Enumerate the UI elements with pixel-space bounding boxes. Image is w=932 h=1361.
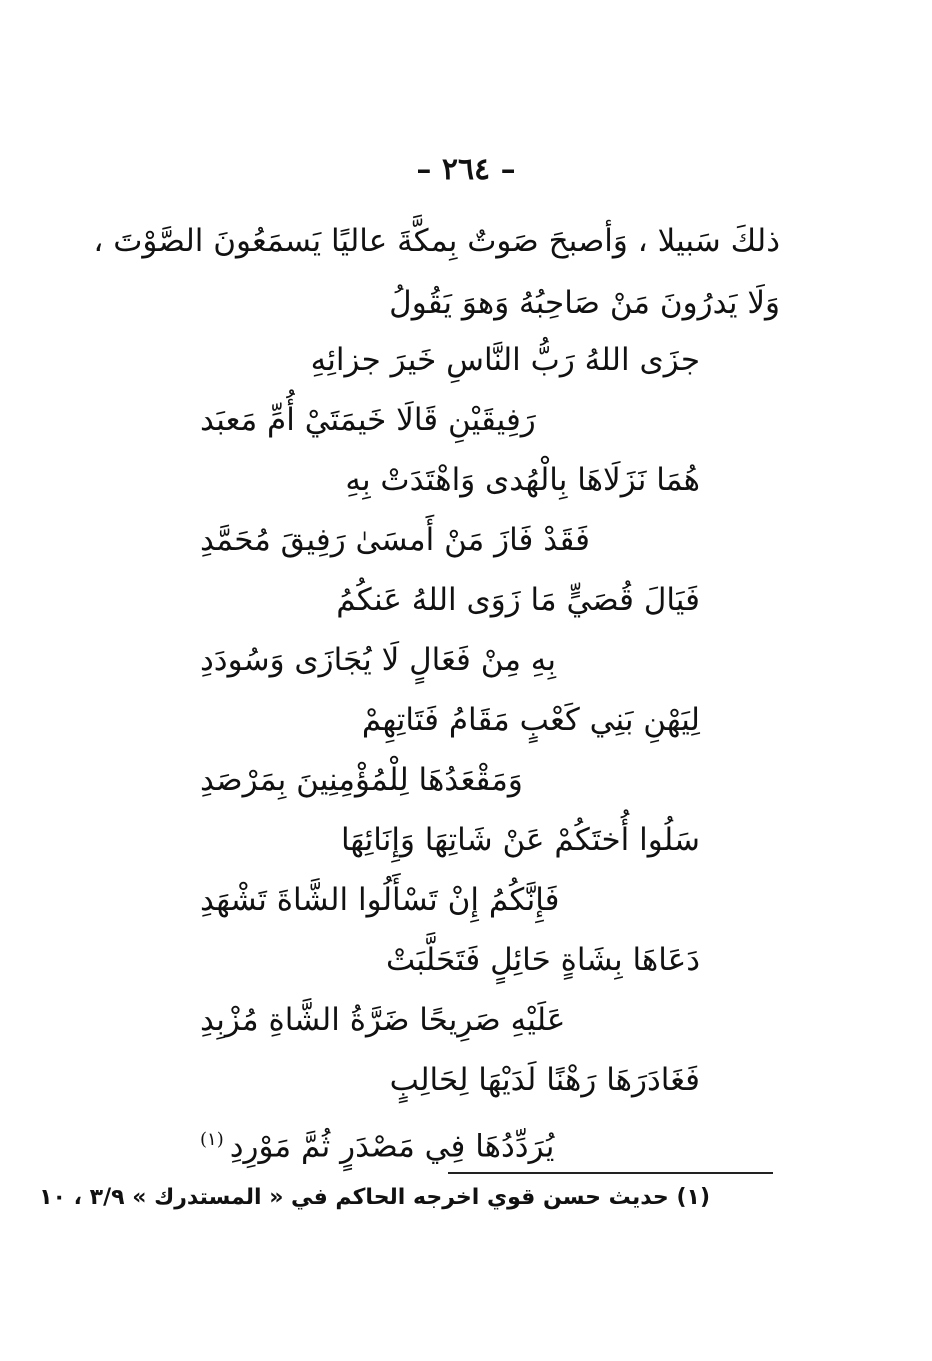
prose-line-1: ذلكَ سَبيلا ، وَأصبحَ صَوتٌ بِمكَّةَ عاليًا يَسمَعُونَ الصَّوْتَ ،	[93, 223, 780, 259]
verse-line: لِيَهْنِ بَنِي كَعْبٍ مَقَامُ فَتَاتِهِمْ	[361, 702, 700, 738]
verse-line-last	[120, 1110, 700, 1170]
verse-line: رَفِيقَيْنِ قَالَا خَيمَتَيْ أُمِّ مَعبَد	[200, 402, 536, 438]
verse-line: فَغَادَرَهَا رَهْنًا لَدَيْهَا لِحَالِبٍ	[389, 1062, 700, 1098]
verse-text: يُرَدِّدُهَا فِي مَصْدَرٍ ثُمَّ مَوْرِدِ	[229, 1128, 555, 1165]
verse-line: فَقَدْ فَازَ مَنْ أَمسَىٰ رَفِيقَ مُحَمَّدِ	[200, 522, 590, 558]
verse-line: وَمَقْعَدُهَا لِلْمُؤْمِنِينَ بِمَرْصَدِ	[200, 762, 523, 798]
prose-line-2: وَلَا يَدرُونَ مَنْ صَاحِبُهُ وَهوَ يَقُولُ	[389, 285, 780, 321]
prose-paragraph	[93, 210, 780, 334]
verse-line: بِهِ مِنْ فَعَالٍ لَا يُجَازَى وَسُودَدِ	[200, 642, 557, 678]
verse-line: عَلَيْهِ صَرِيحًا ضَرَّةُ الشَّاةِ مُزْبِدِ	[200, 1002, 566, 1038]
footnote: (١) حديث حسن قوي اخرجه الحاكم في « المستدرك » ٣/٩ ، ١٠	[39, 1185, 710, 1210]
verse-line: سَلُوا أُختَكُمْ عَنْ شَاتِهَا وَإِنَائِهَا	[340, 822, 700, 858]
footnote-marker: (١)	[200, 1129, 224, 1150]
verse-line: دَعَاهَا بِشَاةٍ حَائِلٍ فَتَحَلَّبَتْ	[385, 942, 700, 978]
verse-line: هُمَا نَزَلَاهَا بِالْهُدى وَاهْتَدَتْ بِهِ	[345, 462, 700, 498]
poem	[120, 330, 700, 1170]
page-number: – ٢٦٤ –	[416, 152, 516, 187]
verse-line: فَيَالَ قُصَيٍّ مَا زَوَى اللهُ عَنكُمُ	[336, 582, 700, 618]
verse-line: فَإِنَّكُمُ إِنْ تَسْأَلُوا الشَّاةَ تَشْهَدِ	[200, 882, 560, 918]
footnote-divider	[448, 1172, 773, 1174]
verse-line: جزَى اللهُ رَبُّ النَّاسِ خَيرَ جزائِهِ	[310, 342, 700, 378]
